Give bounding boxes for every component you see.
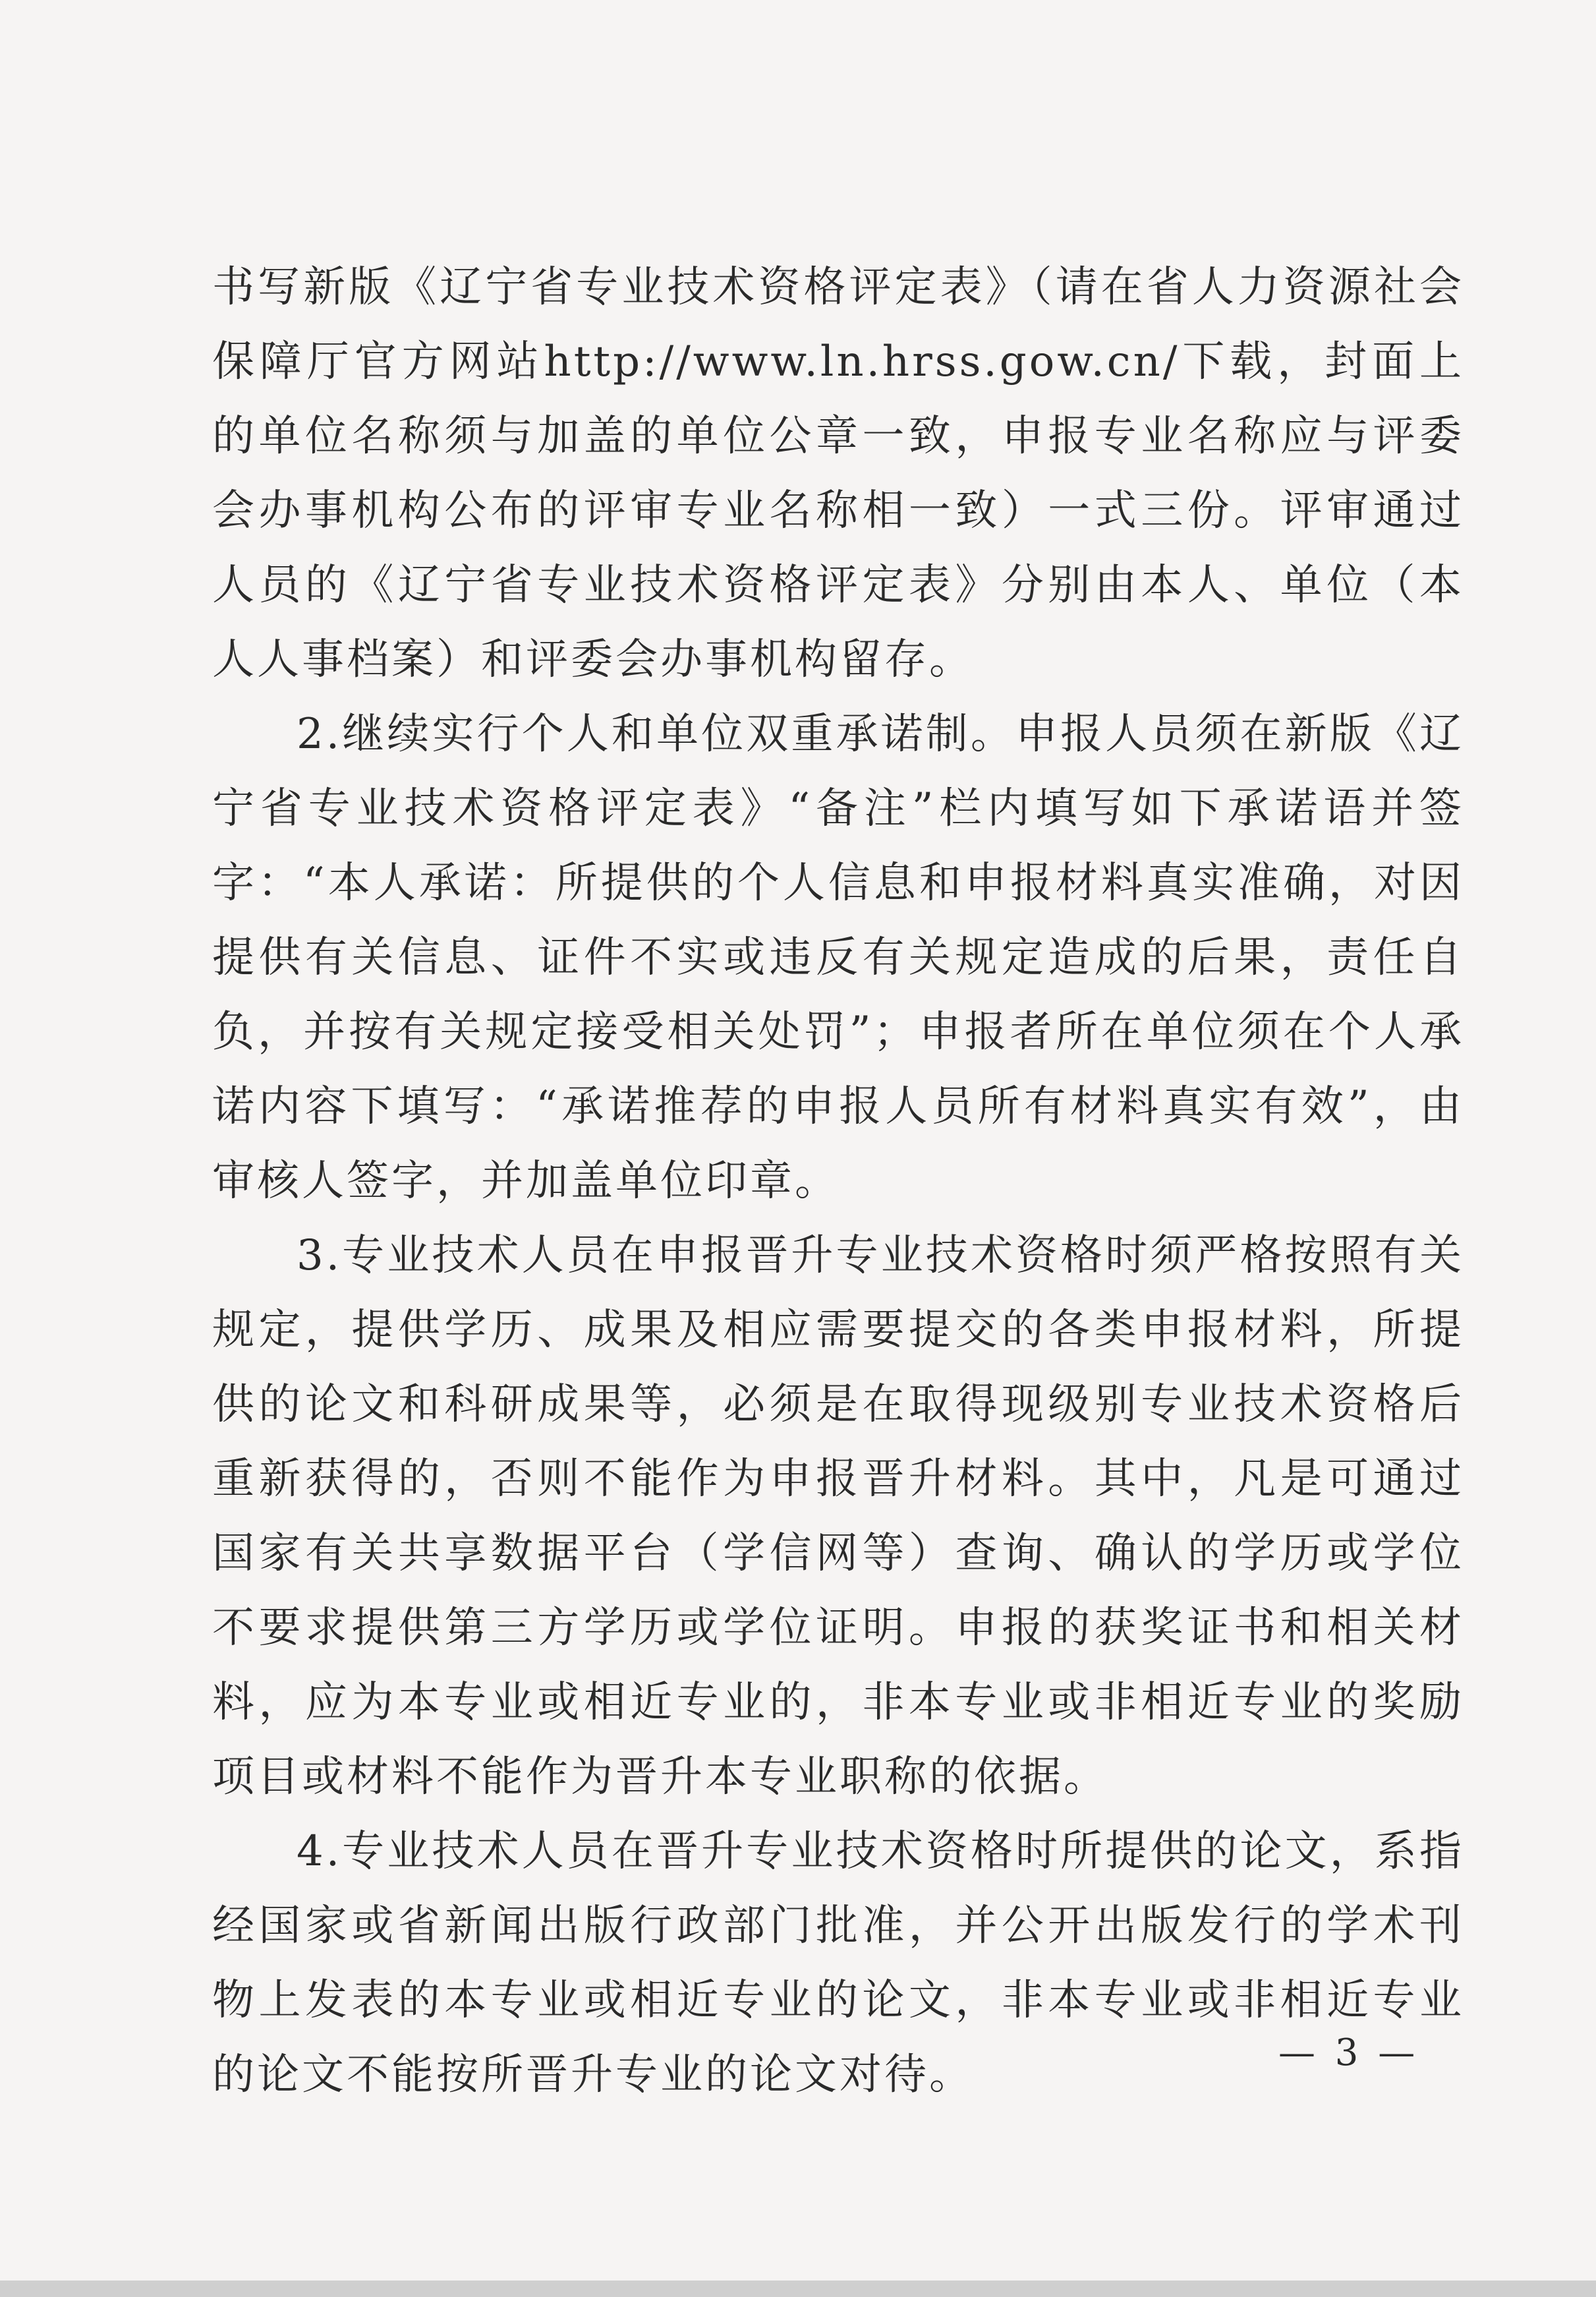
- paragraph-continuation: 书写新版《辽宁省专业技术资格评定表》（请在省人力资源社会保障厅官方网站http://www.ln.hrss.gow.cn/下载，封面上的单位名称须与加盖的单位公章一致，申报专业名称应与评委会办事机构公布的评审专业名称相一致）一式三份。评审通过人员的《辽宁省专业技术资格评定表》分别由本人、单位（本人人事档案）和评委会办事机构留存。: [212, 263, 1464, 684]
- paragraph-item-4: 4.专业技术人员在晋升专业技术资格时所提供的论文，系指经国家或省新闻出版行政部门批准，并公开出版发行的学术刊物上发表的本专业或相近专业的论文，非本专业或非相近专业的论文不能按所晋升专业的论文对待。: [212, 1827, 1464, 2099]
- paragraph-item-2: 2.继续实行个人和单位双重承诺制。申报人员须在新版《辽宁省专业技术资格评定表》“备注”栏内填写如下承诺语并签字：“本人承诺：所提供的个人信息和申报材料真实准确，对因提供有关信息、证件不实或违反有关规定造成的后果，责任自负，并按有关规定接受相关处罚”；申报者所在单位须在个人承诺内容下填写：“承诺推荐的申报人员所有材料真实有效”，由审核人签字，并加盖单位印章。: [212, 710, 1464, 1206]
- page-number: — 3 —: [1278, 2031, 1419, 2074]
- scan-bottom-edge: [0, 2281, 1596, 2297]
- document-body: [212, 250, 1464, 2112]
- paragraph-item-3: 3.专业技术人员在申报晋升专业技术资格时须严格按照有关规定，提供学历、成果及相应需要提交的各类申报材料，所提供的论文和科研成果等，必须是在取得现级别专业技术资格后重新获得的，否则不能作为申报晋升材料。其中，凡是可通过国家有关共享数据平台（学信网等）查询、确认的学历或学位不要求提供第三方学历或学位证明。申报的获奖证书和相关材料，应为本专业或相近专业的，非本专业或非相近专业的奖励项目或材料不能作为晋升本专业职称的依据。: [212, 1231, 1464, 1801]
